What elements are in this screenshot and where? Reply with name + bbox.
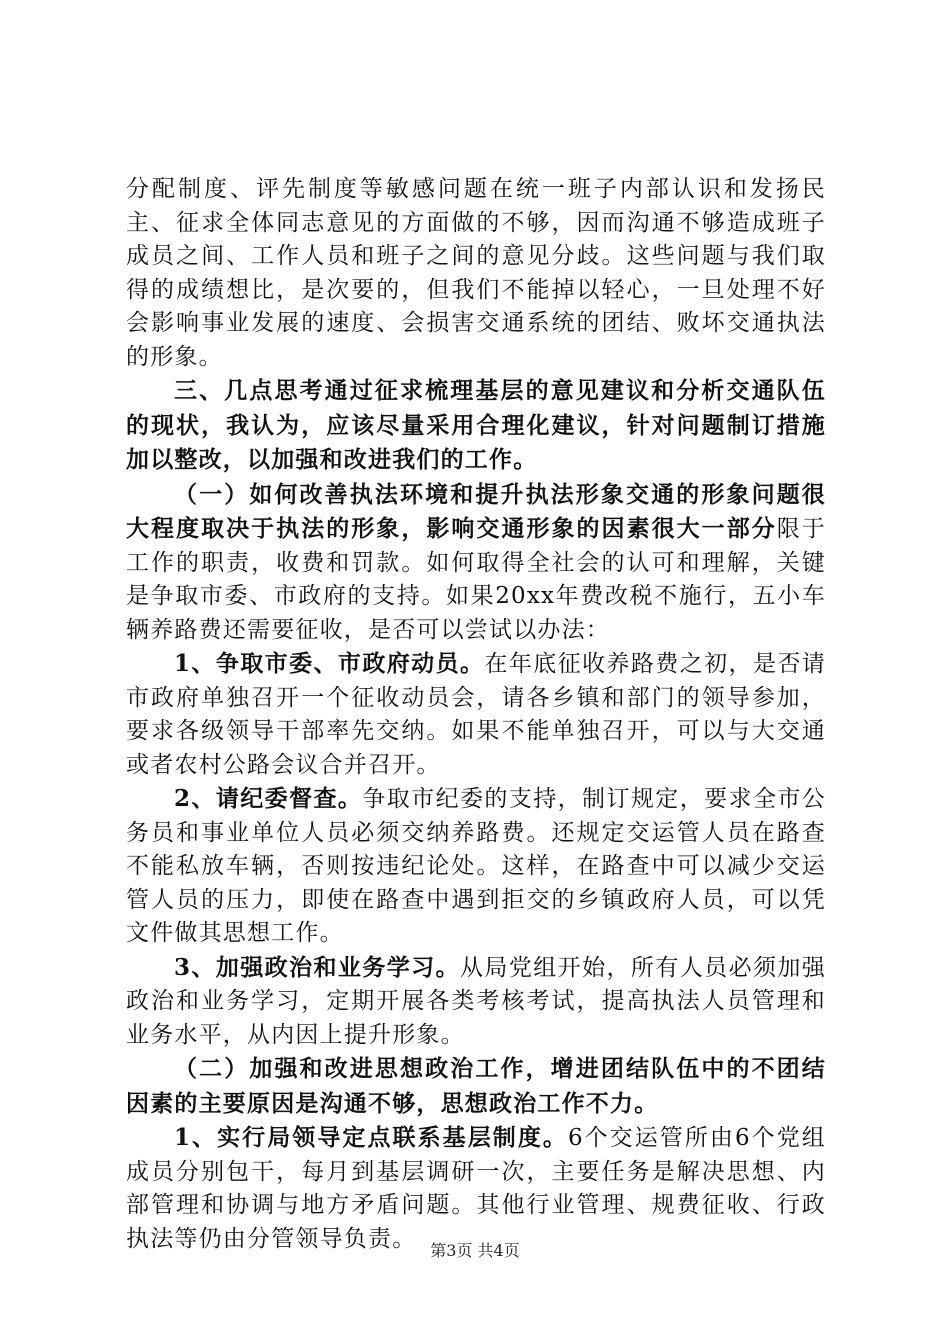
document-body	[126, 172, 826, 1256]
item-1-3	[126, 951, 826, 1053]
paragraph-1	[126, 172, 826, 374]
item-2-1-text: 6个交运管所由6个党组成员分别包干，每月到基层调研一次，主要任务是解决思想、内部管理和协调与地方矛盾问题。其他行业管理、规费征收、行政执法等仍由分管领导负责。	[126, 1125, 826, 1252]
item-1-1	[126, 647, 826, 782]
item-1-3-lead: 3、加强政治和业务学习。	[174, 953, 460, 981]
page-number-label: 第3页 共4页	[430, 1241, 520, 1260]
item-1-2-text: 争取市纪委的支持，制订规定，要求全市公务员和事业单位人员必须交纳养路费。还规定交运管人员在路查不能私放车辆，否则按违纪论处。这样，在路查中可以减少交运管人员的压力，即使在路查中遇到拒交的乡镇政府人员，可以凭文件做其思想工作。	[126, 786, 826, 946]
subsection-2	[126, 1052, 826, 1121]
section-heading-3	[126, 374, 826, 478]
subsection-2-lead: （二）加强和改进思想政治工作，增进团结队伍中的不团结因素的主要原因是沟通不够，思想政治工作不力。	[126, 1055, 826, 1117]
section-heading-3-lead: 三、几点思考通过征求梳理基层的意见建议和分析交通队伍的现状，我认为，应该尽量采用合理化建议，针对问题制订措施加以整改，以加强和改进我们的工作。	[126, 377, 826, 473]
paragraph-1-text: 分配制度、评先制度等敏感问题在统一班子内部认识和发扬民主、征求全体同志意见的方面做的不够，因而沟通不够造成班子成员之间、工作人员和班子之间的意见分歧。这些问题与我们取得的成绩想比，是次要的，但我们不能掉以轻心，一旦处理不好会影响事业发展的速度、会损害交通系统的团结、败坏交通执法的形象。	[126, 176, 826, 370]
item-1-2	[126, 782, 826, 951]
item-1-3-text: 从局党组开始，所有人员必须加强政治和业务学习，定期开展各类考核考试，提高执法人员管理和业务水平，从内因上提升形象。	[126, 954, 827, 1048]
subsection-1-lead: （一）如何改善执法环境和提升执法形象交通的形象问题很大程度取决于执法的形象，影响交通形象的因素很大一部分	[126, 480, 826, 542]
subsection-1	[126, 478, 826, 648]
item-2-1-lead: 1、实行局领导定点联系基层制度。	[174, 1124, 568, 1151]
item-2-1	[126, 1121, 826, 1256]
item-1-1-lead: 1、争取市委、市政府动员。	[174, 650, 485, 677]
page-footer	[0, 1238, 950, 1261]
item-1-1-text: 在年底征收养路费之初，是否请市政府单独召开一个征收动员会，请各乡镇和部门的领导参加，要求各级领导干部率先交纳。如果不能单独召开，可以与大交通或者农村公路会议合并召开。	[126, 651, 826, 778]
subsection-1-text: 限于工作的职责，收费和罚款。如何取得全社会的认可和理解，关键是争取市委、市政府的支持。如果20xx年费改税不施行，五小车辆养路费还需要征收，是否可以尝试以办法：	[126, 516, 826, 643]
item-1-2-lead: 2、请纪委督查。	[174, 785, 363, 812]
